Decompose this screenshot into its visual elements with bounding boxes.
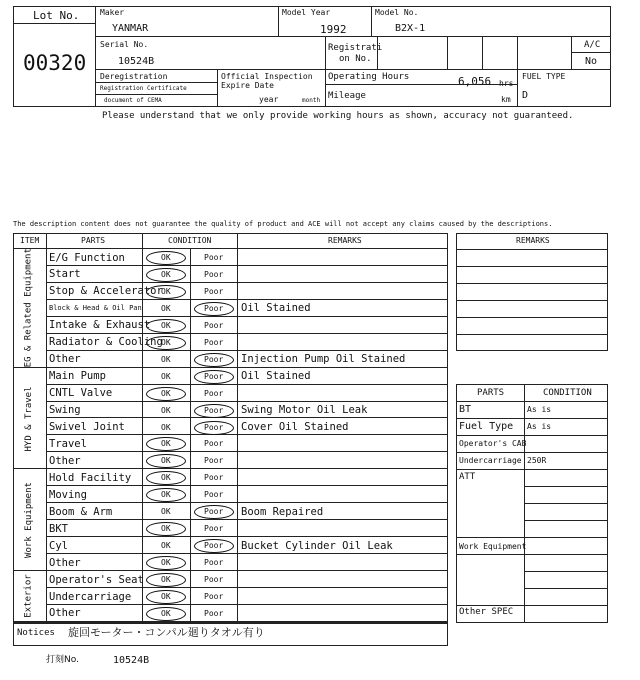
poor-option[interactable]: Poor: [204, 575, 224, 585]
condition-table-header: [13, 233, 448, 249]
poor-option[interactable]: Poor: [204, 320, 224, 330]
part-name: Main Pump: [49, 370, 106, 383]
parts-row-line: [456, 605, 608, 606]
part-name: Other: [49, 353, 81, 366]
year-label: year: [259, 95, 279, 104]
disclaimer-text: The description content does not guarantee the quality of product and ACE will not accept any claims caused by the descriptions.: [13, 220, 553, 228]
blank-cell-1: [378, 37, 448, 70]
poor-option[interactable]: Poor: [204, 286, 224, 296]
poor-option[interactable]: Poor: [204, 439, 224, 449]
poor-option[interactable]: Poor: [204, 371, 224, 381]
ok-selected-circle: [146, 285, 186, 299]
ac-value: No: [585, 56, 598, 67]
side-remark-row: [456, 300, 608, 301]
parts-condition: As is: [527, 405, 552, 414]
stamp-value: 10524B: [113, 655, 150, 666]
ok-option[interactable]: OK: [161, 524, 171, 534]
att-label: ATT: [459, 472, 476, 482]
poor-option[interactable]: Poor: [204, 253, 224, 262]
part-name: Swing: [49, 404, 81, 417]
parts-header: PARTS: [477, 388, 505, 398]
header-remarks: REMARKS: [328, 236, 362, 245]
ok-selected-circle: [146, 573, 186, 587]
ok-option[interactable]: OK: [161, 320, 171, 330]
ok-option[interactable]: OK: [161, 388, 171, 398]
ok-selected-circle: [146, 607, 186, 621]
maker-value: YANMAR: [112, 23, 149, 34]
cema-label: document of CEMA: [104, 97, 162, 104]
remark-text: Oil Stained: [241, 370, 311, 383]
parts-condition: As is: [527, 422, 552, 431]
ok-option[interactable]: OK: [161, 303, 171, 313]
part-name: Stop & Accelerator: [49, 285, 163, 298]
row-line: [46, 486, 448, 503]
ok-option[interactable]: OK: [161, 371, 171, 381]
ok-option[interactable]: OK: [161, 541, 171, 551]
ok-selected-circle: [146, 268, 186, 282]
parts-row-line: [524, 588, 608, 589]
poor-selected-circle: [194, 404, 234, 418]
km-label: km: [501, 95, 511, 104]
serial-no-label: Serial No.: [100, 40, 149, 49]
poor-option[interactable]: Poor: [204, 422, 224, 432]
poor-option[interactable]: Poor: [204, 541, 224, 551]
group-label: EG & Related Equipment: [23, 248, 34, 368]
part-name: Other: [49, 454, 81, 467]
part-name: Start: [49, 268, 81, 281]
poor-option[interactable]: Poor: [204, 608, 224, 618]
ok-selected-circle: [146, 251, 186, 265]
ok-selected-circle: [146, 319, 186, 333]
side-remark-row: [456, 249, 608, 250]
blank-cell-4: [518, 37, 572, 70]
parts-row-line: [524, 503, 608, 504]
registration-certificate-label: Registration Certificate: [100, 85, 187, 92]
part-name: E/G Function: [49, 251, 125, 264]
model-year-value: 1992: [320, 23, 347, 36]
fuel-type-label: FUEL TYPE: [522, 72, 566, 81]
blank-cell-2: [448, 37, 483, 70]
maker-label: Maker: [100, 8, 125, 17]
ok-option[interactable]: OK: [161, 286, 171, 296]
official-inspection-label-2: Expire Date: [221, 81, 274, 90]
registration-label-1: Registrati: [328, 43, 383, 53]
model-year-label: Model Year: [282, 8, 331, 17]
model-no-label: Model No.: [375, 8, 419, 17]
poor-option[interactable]: Poor: [204, 592, 224, 601]
parts-row-line: [456, 537, 608, 538]
part-name: Undercarriage: [49, 590, 132, 603]
accuracy-notice: Please understand that we only provide working hours as shown, accuracy not guaranteed.: [102, 111, 574, 121]
operating-hours-label: Operating Hours: [328, 72, 410, 82]
parts-row-line: [456, 418, 608, 419]
group-label: Work Equipment: [23, 482, 34, 559]
poor-option[interactable]: Poor: [204, 303, 224, 313]
ac-label: A/C: [584, 40, 601, 50]
remark-text: Bucket Cylinder Oil Leak: [241, 539, 393, 552]
poor-selected-circle: [194, 302, 234, 316]
parts-row-line: [456, 435, 608, 436]
ok-selected-circle: [146, 336, 186, 350]
part-name: Hold Facility: [49, 471, 132, 484]
header-condition: CONDITION: [168, 236, 212, 245]
part-name: BKT: [49, 522, 68, 535]
side-remarks-header: REMARKS: [516, 236, 550, 245]
parts-row-line: [524, 486, 608, 487]
work-equipment-label: Work Equipment: [459, 542, 527, 551]
official-inspection-label-1: Official Inspection: [221, 72, 313, 81]
side-remark-row: [456, 283, 608, 284]
other-spec-label: Other SPEC: [459, 607, 514, 617]
ok-option[interactable]: OK: [161, 507, 171, 517]
ok-selected-circle: [146, 590, 186, 604]
stamp-label: 打刻No.: [46, 655, 79, 665]
ok-option[interactable]: OK: [161, 422, 171, 432]
ok-option[interactable]: OK: [161, 592, 171, 601]
parts-row-line: [524, 571, 608, 572]
side-remark-row: [456, 334, 608, 335]
part-name: CNTL Valve: [49, 387, 113, 400]
header-item: ITEM: [20, 236, 40, 245]
parts-name: Fuel Type: [459, 421, 514, 432]
part-name: Operator's Seat: [49, 573, 144, 586]
ok-option[interactable]: OK: [161, 456, 171, 466]
poor-option[interactable]: Poor: [204, 354, 224, 364]
poor-option[interactable]: Poor: [204, 524, 224, 534]
poor-selected-circle: [194, 353, 234, 367]
deregistration-label: Deregistration: [100, 72, 168, 81]
poor-option[interactable]: Poor: [204, 388, 224, 398]
mileage-label: Mileage: [328, 91, 366, 101]
part-name: Intake & Exhaust: [49, 319, 151, 332]
row-line: [46, 266, 448, 283]
poor-option[interactable]: Poor: [204, 473, 224, 483]
header-parts: PARTS: [81, 236, 106, 245]
parts-row-line: [456, 452, 608, 453]
parts-row-line: [456, 469, 608, 470]
hrs-label: hrs: [499, 79, 514, 88]
ok-option[interactable]: OK: [161, 473, 171, 483]
registration-label-2: on No.: [339, 54, 372, 64]
row-line: [46, 520, 448, 537]
ok-option[interactable]: OK: [161, 269, 171, 279]
parts-name: BT: [459, 404, 472, 415]
serial-no-value: 10524B: [118, 56, 155, 67]
parts-condition: 250R: [527, 456, 547, 465]
ok-option[interactable]: OK: [161, 337, 171, 347]
poor-option[interactable]: Poor: [204, 405, 224, 415]
poor-option[interactable]: Poor: [204, 490, 224, 500]
ok-option[interactable]: OK: [161, 253, 171, 262]
month-label: month: [302, 97, 321, 104]
parts-row-line: [524, 520, 608, 521]
ok-selected-circle: [146, 556, 186, 570]
remark-text: Cover Oil Stained: [241, 421, 349, 433]
parts-row-line: [456, 554, 608, 555]
parts-name: Operator's CAB: [459, 439, 527, 448]
remark-text: Swing Motor Oil Leak: [241, 404, 368, 417]
part-name: Other: [49, 556, 81, 569]
row-line: [46, 435, 448, 452]
ok-option[interactable]: OK: [161, 405, 171, 415]
poor-selected-circle: [194, 421, 234, 435]
ok-option[interactable]: OK: [161, 439, 171, 449]
poor-option[interactable]: Poor: [204, 558, 224, 568]
part-name: Radiator & Cooling: [49, 336, 163, 349]
side-remark-row: [456, 266, 608, 267]
lot-no-label: Lot No.: [33, 9, 80, 22]
remark-text: Boom Repaired: [241, 505, 324, 518]
operating-hours-value: 6,056: [458, 75, 492, 88]
group-label: HYD & Travel: [23, 385, 34, 452]
part-name: Moving: [49, 488, 87, 501]
remark-text: Oil Stained: [241, 302, 311, 315]
ok-selected-circle: [146, 387, 186, 401]
part-name: Cyl: [49, 539, 68, 552]
ok-option[interactable]: OK: [161, 490, 171, 500]
poor-option[interactable]: Poor: [204, 269, 224, 279]
poor-option[interactable]: Poor: [204, 507, 224, 517]
poor-option[interactable]: Poor: [204, 337, 224, 347]
part-name: Swivel Joint: [49, 421, 125, 433]
part-name: Travel: [49, 437, 87, 450]
ok-option[interactable]: OK: [161, 575, 171, 585]
notices-value: 旋回モーター・コンパル廻りタオル有り: [68, 626, 265, 639]
ok-option[interactable]: OK: [161, 558, 171, 568]
condition-header: CONDITION: [543, 388, 592, 398]
remark-text: Injection Pump Oil Stained: [241, 353, 406, 366]
side-remark-row: [456, 317, 608, 318]
poor-selected-circle: [194, 370, 234, 384]
notices-label: Notices: [17, 628, 55, 638]
ok-option[interactable]: OK: [161, 608, 171, 618]
part-name: Other: [49, 607, 81, 620]
ok-option[interactable]: OK: [161, 354, 171, 364]
blank-cell-3: [483, 37, 518, 70]
lot-no-value: 00320: [23, 51, 87, 75]
part-name: Block & Head & Oil Pan: [49, 303, 142, 312]
fuel-type-value: D: [522, 90, 529, 101]
part-name: Boom & Arm: [49, 505, 113, 518]
parts-row-line: [456, 401, 608, 402]
poor-option[interactable]: Poor: [204, 456, 224, 466]
group-label: Exterior: [23, 574, 34, 619]
model-no-value: B2X-1: [395, 23, 426, 34]
parts-name: Undercarriage: [459, 456, 522, 465]
